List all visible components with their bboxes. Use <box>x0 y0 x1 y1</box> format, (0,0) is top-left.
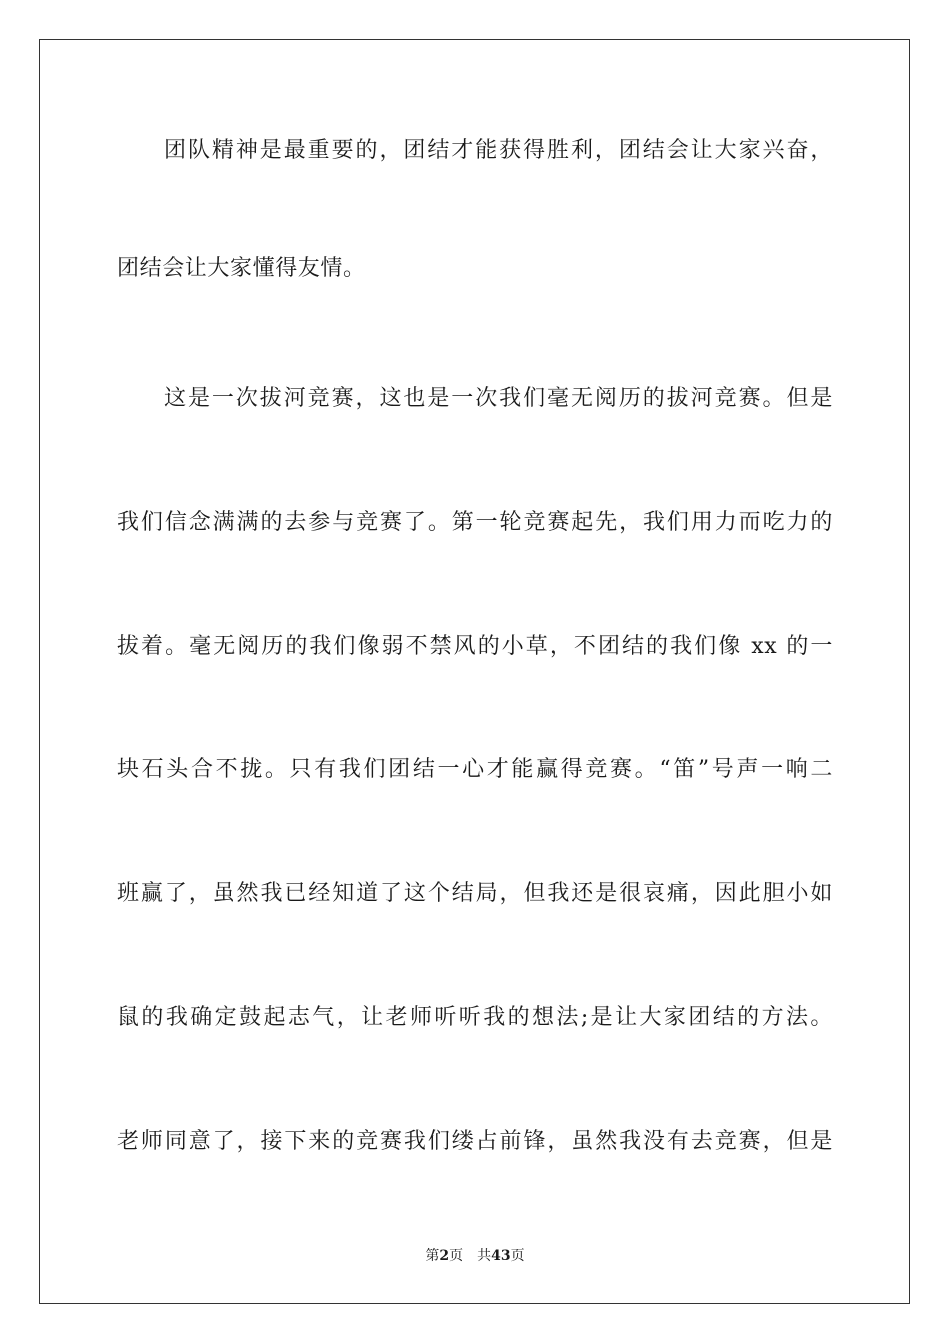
paragraph-line-5: 拔着。毫无阅历的我们像弱不禁风的小草，不团结的我们像 xx 的一 <box>117 634 833 659</box>
page-number: 2 <box>439 1248 450 1264</box>
total-prefix: 共 <box>477 1248 492 1264</box>
paragraph-line-7: 班赢了，虽然我已经知道了这个结局，但我还是很哀痛，因此胆小如 <box>117 881 833 906</box>
page-suffix: 页 <box>449 1248 464 1264</box>
paragraph-line-2: 团结会让大家懂得友情。 <box>117 256 366 281</box>
paragraph-line-8: 鼠的我确定鼓起志气，让老师听听我的想法;是让大家团结的方法。 <box>117 1005 833 1030</box>
paragraph-line-4: 我们信念满满的去参与竞赛了。第一轮竞赛起先，我们用力而吃力的 <box>117 510 833 535</box>
paragraph-line-6: 块石头合不拢。只有我们团结一心才能赢得竞赛。“笛”号声一响二 <box>117 757 833 782</box>
page-footer <box>0 1246 950 1266</box>
page-border <box>39 39 910 1304</box>
paragraph-line-3: 这是一次拔河竞赛，这也是一次我们毫无阅历的拔河竞赛。但是 <box>164 386 833 411</box>
paragraph-line-9: 老师同意了，接下来的竞赛我们缕占前锋，虽然我没有去竞赛，但是 <box>117 1129 833 1154</box>
total-suffix: 页 <box>510 1248 525 1264</box>
page-prefix: 第 <box>425 1248 440 1264</box>
paragraph-line-1: 团队精神是最重要的，团结才能获得胜利，团结会让大家兴奋， <box>164 138 833 163</box>
total-pages: 43 <box>491 1248 511 1264</box>
